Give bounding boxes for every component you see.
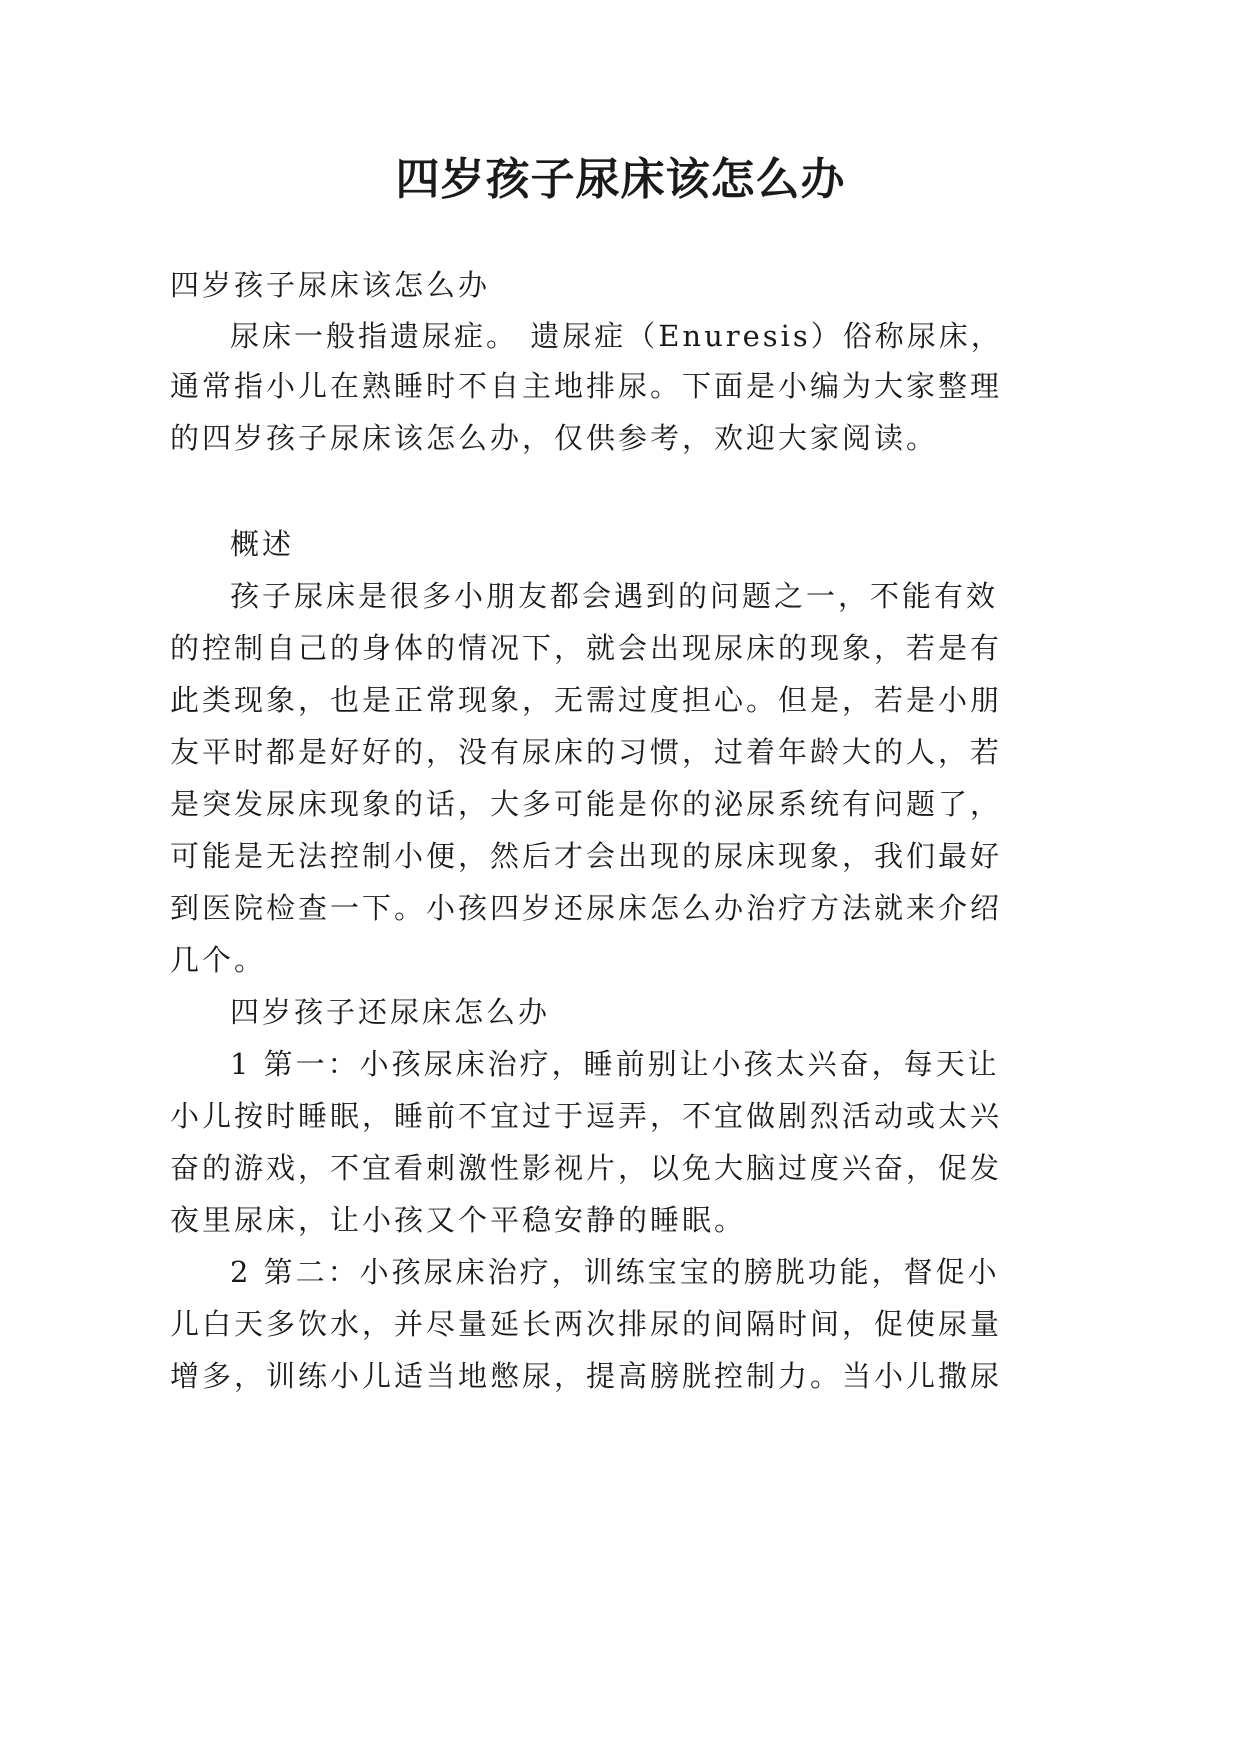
item1-line-2: 小儿按时睡眠，睡前不宜过于逗弄，不宜做剧烈活动或太兴 — [170, 1099, 1003, 1133]
item1-line-4: 夜里尿床，让小孩又个平稳安静的睡眠。 — [170, 1203, 747, 1237]
intro-line-2: 通常指小儿在熟睡时不自主地排尿。下面是小编为大家整理 — [170, 369, 1003, 403]
overview-line-7: 到医院检查一下。小孩四岁还尿床怎么办治疗方法就来介绍 — [170, 891, 1003, 925]
overview-line-3: 此类现象，也是正常现象，无需过度担心。但是，若是小朋 — [170, 683, 1003, 717]
section-heading-overview: 概述 — [230, 527, 295, 561]
item1-line-3: 奋的游戏，不宜看刺激性影视片，以免大脑过度兴奋，促发 — [170, 1151, 1003, 1185]
section-heading-howto: 四岁孩子还尿床怎么办 — [230, 995, 551, 1029]
item1-line-1: 1 第一：小孩尿床治疗，睡前别让小孩太兴奋，每天让 — [230, 1047, 1000, 1081]
item2-line-1: 2 第二：小孩尿床治疗，训练宝宝的膀胱功能，督促小 — [230, 1255, 1000, 1289]
intro-line-1: 尿床一般指遗尿症。 遗尿症（Enuresis）俗称尿床， — [230, 319, 1003, 353]
overview-line-2: 的控制自己的身体的情况下，就会出现尿床的现象，若是有 — [170, 631, 1003, 665]
overview-line-1: 孩子尿床是很多小朋友都会遇到的问题之一，不能有效 — [230, 579, 999, 613]
overview-line-6: 可能是无法控制小便，然后才会出现的尿床现象，我们最好 — [170, 839, 1003, 873]
intro-line-3: 的四岁孩子尿床该怎么办，仅供参考，欢迎大家阅读。 — [170, 421, 939, 455]
overview-line-5: 是突发尿床现象的话，大多可能是你的泌尿系统有问题了， — [170, 787, 1003, 821]
overview-line-4: 友平时都是好好的，没有尿床的习惯，过着年龄大的人，若 — [170, 735, 1003, 769]
document-subtitle: 四岁孩子尿床该怎么办 — [170, 268, 491, 302]
item2-line-3: 增多，训练小儿适当地憋尿，提高膀胱控制力。当小儿撒尿 — [170, 1359, 1003, 1393]
document-title: 四岁孩子尿床该怎么办 — [395, 154, 846, 205]
item2-line-2: 儿白天多饮水，并尽量延长两次排尿的间隔时间，促使尿量 — [170, 1307, 1003, 1341]
overview-line-8: 几个。 — [170, 943, 267, 977]
